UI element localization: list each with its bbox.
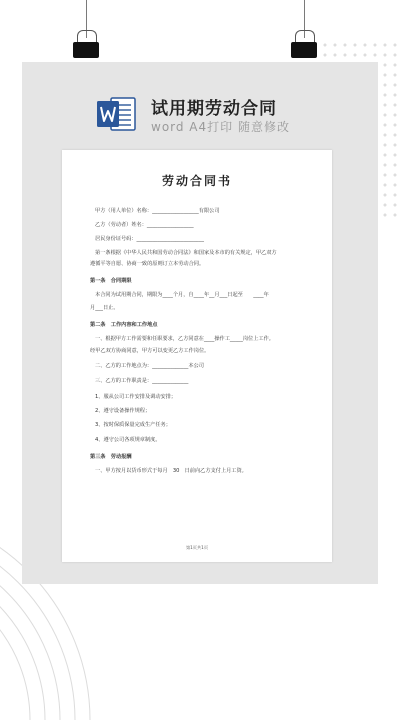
word-icon	[95, 92, 139, 136]
doc-line: 三、乙方的工作职责是：______________	[95, 378, 189, 384]
page-number: 第1页共1页	[185, 545, 209, 550]
doc-line: 甲方（用人单位）名称：__________________有限公司	[95, 208, 220, 214]
doc-line: 乙方（劳动者）姓名：__________________	[95, 222, 194, 228]
doc-line: 经甲乙双方协商同意，甲方可以变更乙方工作岗位。	[90, 348, 210, 354]
doc-line: 一、甲方按月以货币形式于每月 30 日前向乙方支付上月工资。	[95, 468, 247, 474]
binder-clip-right-icon	[291, 30, 317, 58]
doc-line: 第一条根据《中华人民共和国劳动合同法》和国家及本市的有关规定，甲乙双方	[95, 250, 277, 256]
doc-line: 4、遵守公司各项规章制度。	[95, 437, 161, 443]
doc-heading: 第二条 工作内容和工作地点	[90, 322, 158, 328]
doc-line: 一、根据甲方工作需要和任职要求，乙方同意在____操作工_____岗位上工作。	[95, 336, 274, 342]
page-title: 试用期劳动合同	[151, 99, 277, 119]
doc-line: 1、服从公司工作安排及调动安排；	[95, 394, 177, 400]
doc-line: 遵循平等自愿、协商一致的原则订立本劳动合同。	[90, 261, 205, 267]
page-subtitle: word A4打印 随意修改	[151, 120, 290, 134]
header	[95, 92, 365, 142]
binder-clip-left-icon	[73, 30, 99, 58]
doc-line: 本合同为试用期合同，期限为____个月，自____年__月___日起至 ____年	[95, 292, 269, 298]
doc-line: 二、乙方的工作地点为：______________本公司	[95, 363, 204, 369]
doc-heading: 第一条 合同期限	[90, 278, 132, 284]
doc-line: 2、遵守设备操作规程；	[95, 408, 151, 414]
doc-line: 月___日止。	[90, 305, 119, 311]
doc-heading: 第三条 劳动报酬	[90, 454, 132, 460]
document-title: 劳动合同书	[161, 174, 232, 188]
document-page	[62, 150, 332, 562]
doc-line: 居民身份证号码：__________________________	[95, 236, 204, 242]
doc-line: 3、按时保质保量完成生产任务；	[95, 422, 171, 428]
